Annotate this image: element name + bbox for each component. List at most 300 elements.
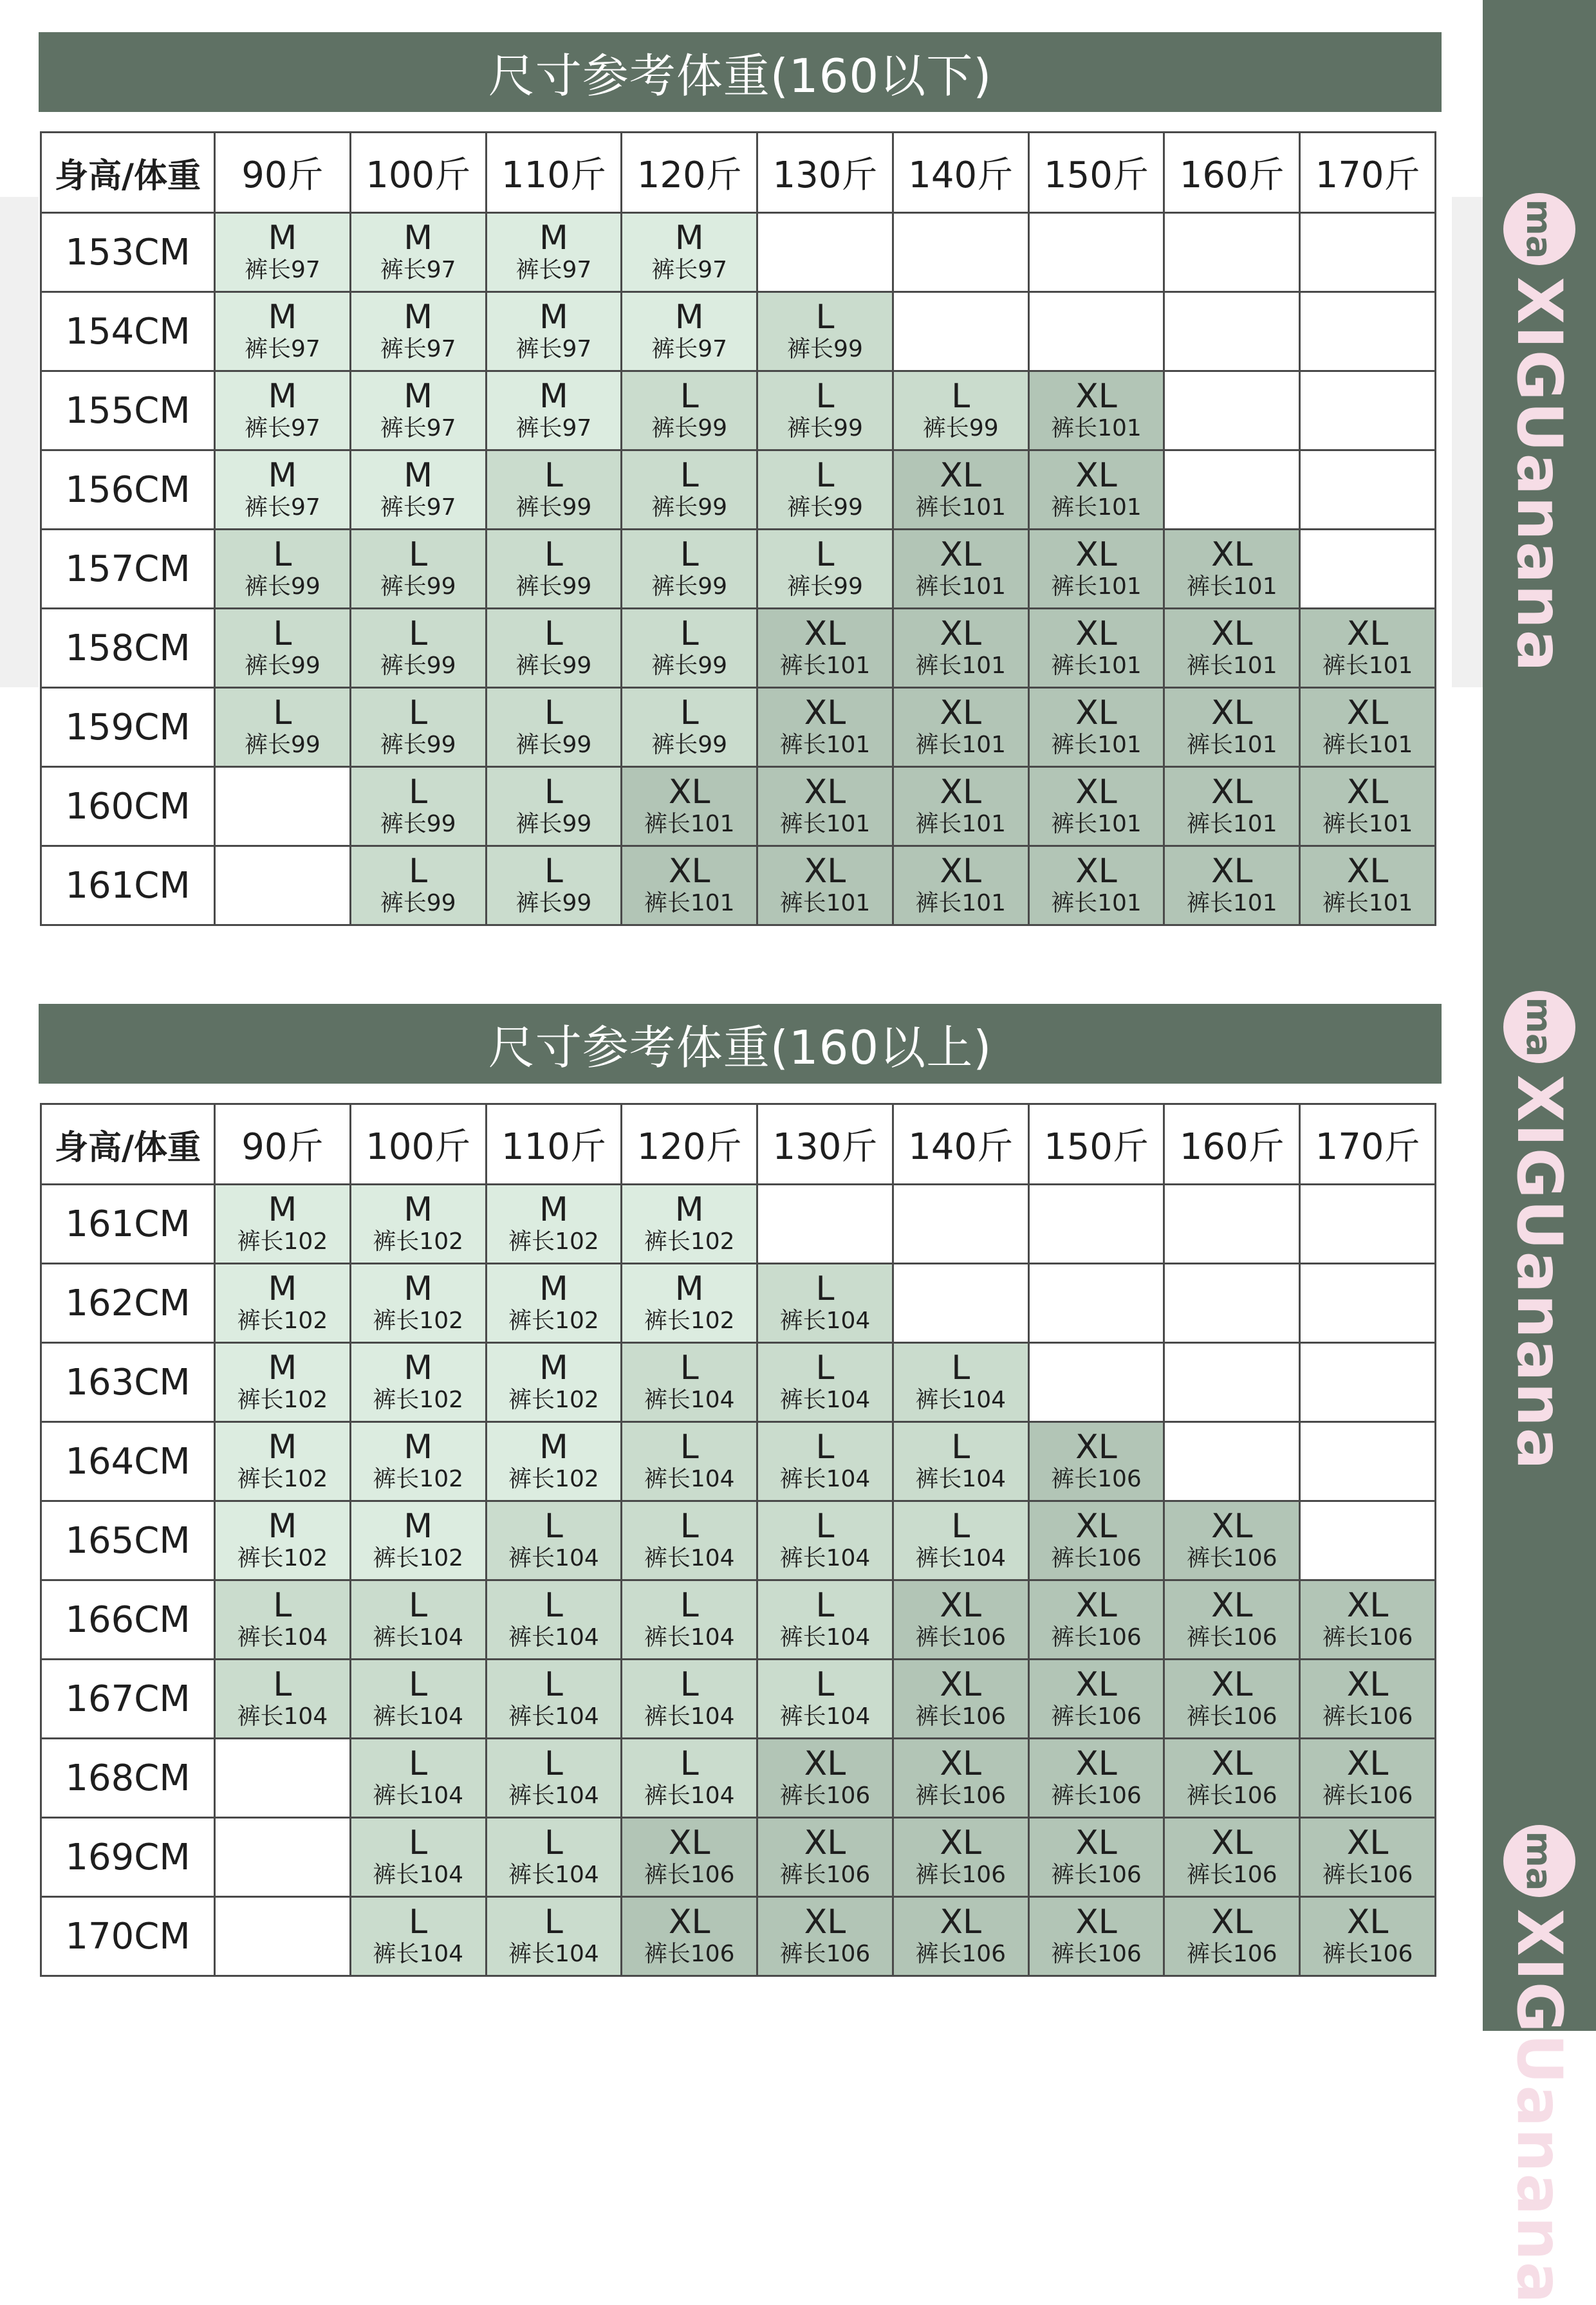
size-label: XL [1075, 535, 1117, 574]
size-cell [622, 1264, 757, 1343]
pant-length-label: 裤长 [651, 653, 698, 679]
pant-length-label: 裤长 [779, 732, 826, 758]
pant-length-value: 99 [426, 732, 456, 758]
pant-length-value: 104 [826, 1703, 871, 1730]
pant-length [351, 1386, 485, 1414]
pant-length [216, 1624, 349, 1652]
pant-length-value: 101 [826, 890, 871, 916]
pant-length [1030, 1940, 1164, 1968]
pant-length [758, 1624, 892, 1652]
size-cell [622, 1897, 757, 1976]
size-cell [486, 688, 622, 767]
size-label: XL [1075, 852, 1117, 891]
weight-column-header: 120斤 [622, 133, 757, 213]
weight-column-header: 110斤 [486, 133, 622, 213]
height-label: 156CM [41, 450, 215, 530]
pant-length [894, 810, 1028, 838]
pant-length-label: 裤长 [244, 653, 291, 679]
pant-length-value: 101 [961, 573, 1007, 600]
pant-length-label: 裤长 [515, 494, 562, 521]
size-cell [622, 1818, 757, 1897]
pant-length-label: 裤长 [1186, 732, 1233, 758]
size-cell [1028, 1897, 1164, 1976]
size-label: XL [1211, 1586, 1253, 1625]
size-label: L [544, 852, 563, 891]
pant-length [758, 810, 892, 838]
size-cell [757, 1422, 893, 1501]
size-cell [215, 1422, 351, 1501]
size-label: L [680, 456, 699, 495]
pant-length-label: 裤长 [651, 336, 698, 362]
size-cell [893, 1897, 1028, 1976]
pant-length-label: 裤长 [1186, 890, 1233, 916]
size-label: XL [1075, 1824, 1117, 1862]
size-cell [1300, 1580, 1436, 1660]
pant-length-value: 101 [690, 890, 735, 916]
size-cell [215, 688, 351, 767]
pant-length-label: 裤长 [373, 1228, 420, 1255]
pant-length-value: 102 [283, 1545, 328, 1571]
size-label: XL [1346, 773, 1389, 811]
size-label: M [404, 1428, 433, 1467]
pant-length-value: 104 [555, 1782, 599, 1809]
pant-length-value: 101 [1368, 890, 1413, 916]
pant-length-label: 裤长 [515, 415, 562, 441]
size-label: L [409, 694, 428, 732]
pant-length-label: 裤长 [779, 1782, 826, 1809]
pant-length-value: 99 [562, 494, 592, 521]
pant-length [622, 1386, 756, 1414]
size-label: L [544, 1824, 563, 1862]
size-label: XL [1075, 1428, 1117, 1467]
pant-length-label: 裤长 [915, 494, 962, 521]
size-label: XL [1346, 1824, 1389, 1862]
pant-length-value: 102 [283, 1387, 328, 1413]
size-label: L [544, 1903, 563, 1941]
size-cell [622, 846, 757, 925]
table-row [41, 1501, 1436, 1580]
size-cell [622, 292, 757, 371]
pant-length-value: 106 [961, 1862, 1007, 1888]
pant-length-value: 104 [690, 1545, 735, 1571]
size-label: XL [1346, 615, 1389, 653]
pant-length-label: 裤长 [380, 415, 427, 441]
weight-column-header: 150斤 [1028, 1104, 1164, 1185]
empty-cell [1300, 292, 1436, 371]
pant-length-label: 裤长 [373, 1545, 420, 1571]
size-cell [757, 1818, 893, 1897]
pant-length [487, 889, 621, 918]
size-label: XL [940, 615, 981, 653]
pant-length [622, 494, 756, 522]
size-cell [350, 767, 486, 846]
pant-length-value: 99 [698, 653, 728, 679]
empty-cell [1164, 1185, 1300, 1264]
pant-length [487, 731, 621, 759]
pant-length-label: 裤长 [373, 1703, 420, 1730]
pant-length-label: 裤长 [508, 1862, 555, 1888]
pant-length [894, 494, 1028, 522]
pant-length-value: 101 [1232, 573, 1277, 600]
pant-length-value: 106 [961, 1703, 1007, 1730]
pant-length [487, 1940, 621, 1968]
size-label: XL [940, 1665, 981, 1704]
size-cell [622, 1501, 757, 1580]
pant-length-label: 裤长 [1186, 1941, 1233, 1967]
size-cell [350, 1897, 486, 1976]
size-label: L [815, 535, 835, 574]
size-cell [350, 1501, 486, 1580]
pant-length [351, 256, 485, 284]
size-label: L [409, 1586, 428, 1625]
pant-length [622, 731, 756, 759]
pant-length-label: 裤长 [915, 732, 962, 758]
pant-length-label: 裤长 [515, 573, 562, 600]
pant-length [622, 1228, 756, 1256]
pant-length-label: 裤长 [1186, 653, 1233, 679]
pant-length-value: 104 [826, 1466, 871, 1492]
size-cell [622, 450, 757, 530]
size-cell [486, 1422, 622, 1501]
size-label: XL [804, 1903, 846, 1941]
pant-length-value: 99 [833, 494, 863, 521]
pant-length-label: 裤长 [644, 1703, 691, 1730]
pant-length-value: 106 [1097, 1782, 1142, 1809]
brand-name: XIGUanana [1503, 1075, 1575, 1471]
size-label: XL [940, 1824, 981, 1862]
weight-column-header: 130斤 [757, 1104, 893, 1185]
pant-length-value: 101 [1097, 732, 1142, 758]
size-label: XL [1075, 1586, 1117, 1625]
empty-cell [893, 1185, 1028, 1264]
pant-length [1030, 1544, 1164, 1573]
size-label: XL [1075, 1507, 1117, 1546]
size-cell [350, 371, 486, 450]
size-label: XL [1211, 694, 1253, 732]
brand-logo-icon: ma [1503, 193, 1575, 265]
pant-length [351, 335, 485, 364]
size-chart-table [40, 1103, 1436, 1977]
pant-length [351, 1544, 485, 1573]
size-label: L [680, 1586, 699, 1625]
pant-length-label: 裤长 [373, 1862, 420, 1888]
empty-cell [1300, 1343, 1436, 1422]
size-label: XL [1211, 1824, 1253, 1862]
pant-length [622, 414, 756, 443]
height-label: 166CM [41, 1580, 215, 1660]
size-label: L [680, 1745, 699, 1783]
size-label: M [404, 1190, 433, 1229]
size-cell [622, 213, 757, 292]
pant-length [351, 1465, 485, 1494]
pant-length-label: 裤长 [787, 336, 834, 362]
pant-length-label: 裤长 [779, 890, 826, 916]
pant-length-label: 裤长 [779, 1941, 826, 1967]
pant-length-value: 106 [1368, 1703, 1413, 1730]
pant-length [622, 1782, 756, 1810]
weight-column-header: 170斤 [1300, 133, 1436, 213]
pant-length-value: 104 [555, 1941, 599, 1967]
pant-length [351, 1307, 485, 1335]
pant-length-value: 99 [426, 890, 456, 916]
table-row [41, 1422, 1436, 1501]
size-label: M [404, 1270, 433, 1308]
pant-length-value: 101 [1232, 890, 1277, 916]
size-cell [1028, 767, 1164, 846]
size-cell [486, 1897, 622, 1976]
pant-length [216, 335, 349, 364]
pant-length-value: 102 [419, 1308, 464, 1334]
pant-length-value: 106 [961, 1941, 1007, 1967]
pant-length-value: 101 [961, 494, 1007, 521]
pant-length-label: 裤长 [373, 1624, 420, 1651]
pant-length [758, 889, 892, 918]
size-label: XL [668, 773, 710, 811]
size-label: M [268, 219, 297, 257]
pant-length-value: 99 [562, 811, 592, 837]
pant-length-label: 裤长 [644, 1941, 691, 1967]
pant-length-label: 裤长 [508, 1387, 555, 1413]
table-row [41, 371, 1436, 450]
pant-length-value: 99 [426, 811, 456, 837]
pant-length [894, 1703, 1028, 1731]
pant-length [1030, 1465, 1164, 1494]
table-row [41, 450, 1436, 530]
height-label: 153CM [41, 213, 215, 292]
pant-length-value: 99 [290, 653, 320, 679]
size-cell [893, 609, 1028, 688]
size-cell [215, 1660, 351, 1739]
size-label: M [404, 377, 433, 416]
pant-length-value: 104 [419, 1703, 464, 1730]
size-label: L [815, 1665, 835, 1704]
pant-length [1030, 810, 1164, 838]
size-label: XL [1075, 456, 1117, 495]
table-row [41, 1343, 1436, 1422]
pant-length-value: 101 [961, 653, 1007, 679]
size-label: XL [1211, 1665, 1253, 1704]
pant-length-value: 99 [698, 415, 728, 441]
size-cell [1164, 609, 1300, 688]
pant-length [351, 1228, 485, 1256]
size-cell [1300, 1818, 1436, 1897]
size-label: M [404, 219, 433, 257]
pant-length [894, 1940, 1028, 1968]
size-cell [757, 767, 893, 846]
size-label: XL [1211, 1903, 1253, 1941]
size-cell [486, 1580, 622, 1660]
size-label: M [268, 1349, 297, 1387]
size-cell [1028, 1580, 1164, 1660]
pant-length-value: 97 [426, 415, 456, 441]
pant-length-label: 裤长 [380, 653, 427, 679]
pant-length [216, 494, 349, 522]
pant-length [216, 731, 349, 759]
pant-length [1030, 1703, 1164, 1731]
pant-length-value: 97 [562, 257, 592, 283]
pant-length [894, 1782, 1028, 1810]
pant-length-value: 99 [290, 573, 320, 600]
pant-length [1030, 573, 1164, 601]
empty-cell [1028, 213, 1164, 292]
table-row [41, 292, 1436, 371]
weight-column-header: 170斤 [1300, 1104, 1436, 1185]
pant-length-label: 裤长 [779, 811, 826, 837]
pant-length-label: 裤长 [915, 1545, 962, 1571]
pant-length-label: 裤长 [508, 1782, 555, 1809]
empty-cell [757, 1185, 893, 1264]
size-cell [1300, 1739, 1436, 1818]
pant-length-label: 裤长 [508, 1941, 555, 1967]
size-chart-table [40, 131, 1436, 926]
size-cell [215, 1580, 351, 1660]
size-label: L [544, 1507, 563, 1546]
pant-length [622, 1703, 756, 1731]
size-label: XL [1075, 1745, 1117, 1783]
pant-length-label: 裤长 [915, 1387, 962, 1413]
pant-length-value: 102 [283, 1228, 328, 1255]
pant-length-label: 裤长 [244, 494, 291, 521]
size-cell [350, 292, 486, 371]
table-row [41, 846, 1436, 925]
size-label: M [268, 1428, 297, 1467]
size-cell [893, 1739, 1028, 1818]
size-cell [486, 1818, 622, 1897]
table-row [41, 1185, 1436, 1264]
pant-length-value: 106 [1097, 1941, 1142, 1967]
pant-length-value: 101 [1232, 653, 1277, 679]
pant-length-label: 裤长 [373, 1466, 420, 1492]
size-cell [757, 1897, 893, 1976]
size-label: M [268, 1190, 297, 1229]
pant-length-value: 101 [961, 811, 1007, 837]
pant-length-label: 裤长 [779, 1387, 826, 1413]
pant-length-value: 104 [419, 1782, 464, 1809]
size-label: L [273, 694, 292, 732]
empty-cell [1028, 1264, 1164, 1343]
size-label: XL [668, 852, 710, 891]
pant-length [351, 573, 485, 601]
pant-length-label: 裤长 [1186, 1545, 1233, 1571]
size-label: L [544, 1586, 563, 1625]
pant-length [1165, 810, 1299, 838]
pant-length-value: 97 [426, 494, 456, 521]
empty-cell [893, 213, 1028, 292]
size-label: L [409, 773, 428, 811]
pant-length-value: 106 [1097, 1624, 1142, 1651]
pant-length-value: 97 [290, 494, 320, 521]
pant-length-label: 裤长 [644, 1782, 691, 1809]
pant-length-label: 裤长 [644, 1387, 691, 1413]
size-label: L [544, 456, 563, 495]
size-cell [893, 530, 1028, 609]
pant-length-label: 裤长 [237, 1308, 284, 1334]
size-label: XL [668, 1824, 710, 1862]
pant-length [216, 1228, 349, 1256]
pant-length-value: 99 [290, 732, 320, 758]
pant-length [487, 335, 621, 364]
size-label: L [680, 1428, 699, 1467]
size-cell [757, 846, 893, 925]
size-label: L [273, 1665, 292, 1704]
size-label: L [409, 535, 428, 574]
size-label: XL [1211, 615, 1253, 653]
pant-length-label: 裤长 [380, 336, 427, 362]
empty-cell [1028, 292, 1164, 371]
pant-length-value: 104 [283, 1624, 328, 1651]
pant-length-label: 裤长 [1051, 890, 1098, 916]
pant-length [1165, 1940, 1299, 1968]
size-label: L [409, 1824, 428, 1862]
height-label: 169CM [41, 1818, 215, 1897]
pant-length [622, 573, 756, 601]
size-cell [622, 688, 757, 767]
size-cell [1164, 846, 1300, 925]
size-label: L [815, 298, 835, 337]
size-cell [1028, 1818, 1164, 1897]
size-cell [757, 371, 893, 450]
pant-length-label: 裤长 [787, 415, 834, 441]
size-cell [757, 450, 893, 530]
pant-length [487, 1228, 621, 1256]
pant-length-label: 裤长 [651, 415, 698, 441]
pant-length [622, 810, 756, 838]
pant-length-value: 99 [562, 732, 592, 758]
pant-length-label: 裤长 [651, 494, 698, 521]
size-label: L [273, 535, 292, 574]
pant-length [487, 1624, 621, 1652]
table-row [41, 213, 1436, 292]
pant-length-label: 裤长 [915, 1782, 962, 1809]
size-cell [350, 450, 486, 530]
pant-length [216, 1544, 349, 1573]
size-label: XL [804, 1745, 846, 1783]
pant-length [487, 1544, 621, 1573]
size-cell [1164, 767, 1300, 846]
pant-length-value: 104 [690, 1782, 735, 1809]
brand-logo-icon: ma [1503, 991, 1575, 1063]
height-label: 170CM [41, 1897, 215, 1976]
weight-column-header: 140斤 [893, 1104, 1028, 1185]
size-label: XL [940, 694, 981, 732]
pant-length-value: 104 [555, 1545, 599, 1571]
size-cell [622, 1660, 757, 1739]
pant-length-value: 106 [690, 1941, 735, 1967]
pant-length-label: 裤长 [1051, 1466, 1098, 1492]
size-label: M [268, 1270, 297, 1308]
size-cell [215, 1343, 351, 1422]
pant-length-value: 97 [290, 415, 320, 441]
size-cell [622, 530, 757, 609]
height-label: 154CM [41, 292, 215, 371]
pant-length-label: 裤长 [644, 1308, 691, 1334]
pant-length-value: 99 [698, 732, 728, 758]
size-label: XL [1346, 1745, 1389, 1783]
size-label: L [409, 1903, 428, 1941]
pant-length [1301, 1861, 1434, 1889]
pant-length-value: 106 [1368, 1941, 1413, 1967]
brand-logo-icon: ma [1503, 1825, 1575, 1897]
pant-length [487, 1782, 621, 1810]
size-cell [486, 767, 622, 846]
pant-length-value: 104 [555, 1703, 599, 1730]
empty-cell [893, 1264, 1028, 1343]
size-label: XL [940, 1903, 981, 1941]
pant-length-value: 99 [562, 890, 592, 916]
size-label: M [268, 1507, 297, 1546]
size-cell [350, 1739, 486, 1818]
height-label: 163CM [41, 1343, 215, 1422]
